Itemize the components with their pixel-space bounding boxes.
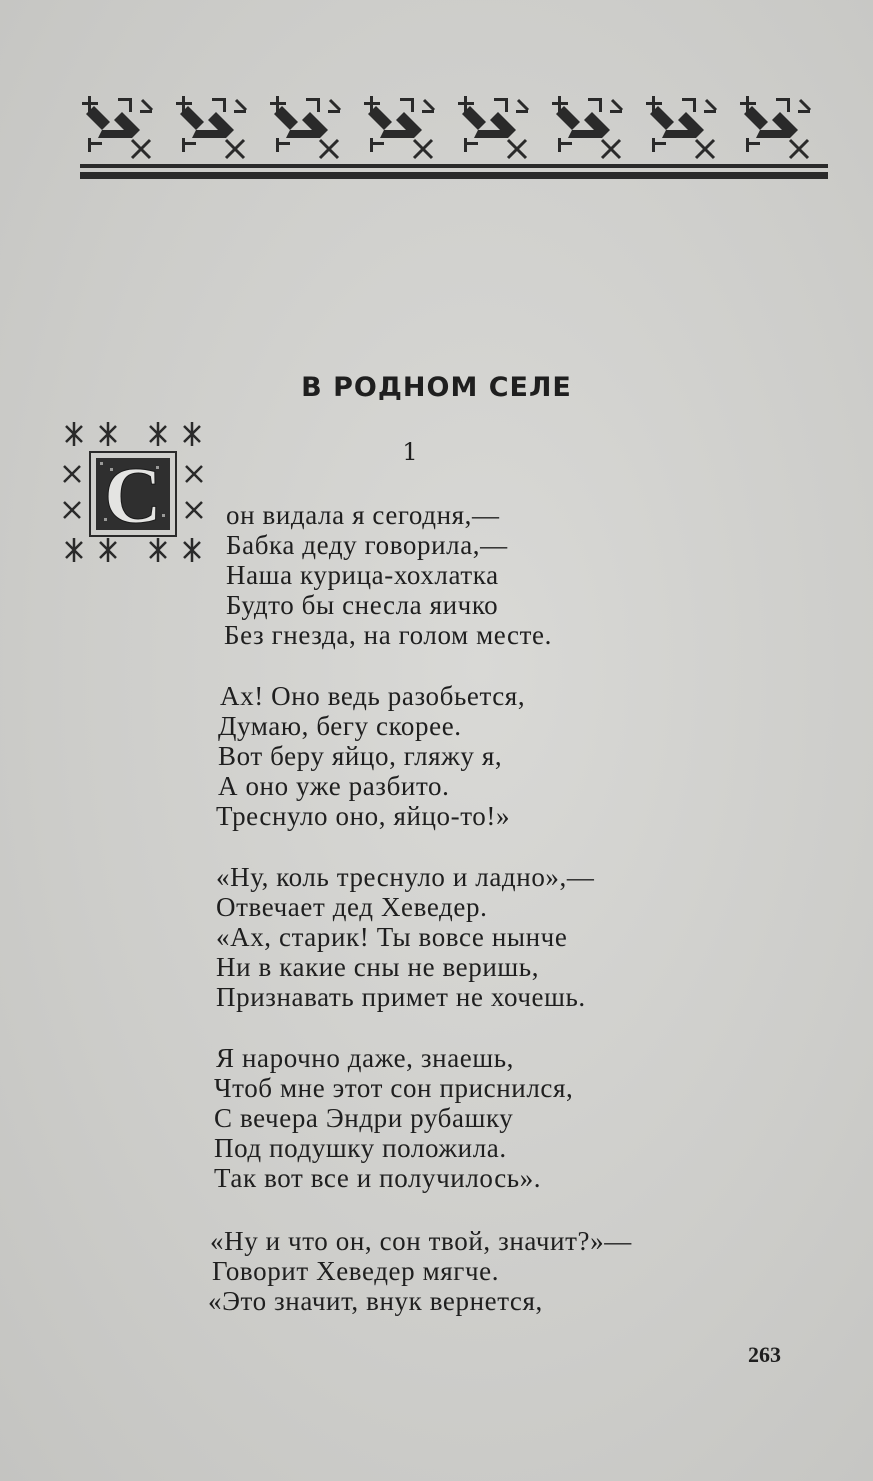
poem-line: Думаю, бегу скорее.	[218, 711, 462, 741]
poem-line: «Ах, старик! Ты вовсе нынче	[216, 922, 568, 952]
poem-line: Говорит Хеведер мягче.	[212, 1256, 500, 1286]
ornamental-border-header	[80, 88, 828, 188]
poem-line: «Ну и что он, сон твой, значит?»—	[210, 1226, 632, 1256]
poem-line: он видала я сегодня,—	[226, 500, 500, 530]
poem-line: Отвечает дед Хеведер.	[216, 892, 488, 922]
poem-line: Треснуло оно, яйцо-то!»	[216, 801, 511, 831]
poem-line: С вечера Эндри рубашку	[214, 1103, 514, 1133]
poem-line: Наша курица-хохлатка	[226, 560, 499, 590]
poem-line: Чтоб мне этот сон приснился,	[214, 1073, 574, 1103]
poem-line: Так вот все и получилось».	[214, 1163, 542, 1193]
drop-cap-initial	[58, 418, 208, 570]
section-number: 1	[402, 438, 418, 466]
drop-cap-letter: С	[104, 452, 162, 540]
poem-line: А оно уже разбито.	[218, 771, 450, 801]
poem-line: Признавать примет не хочешь.	[216, 982, 586, 1012]
poem-line: Ни в какие сны не веришь,	[216, 952, 540, 982]
poem-line: Под подушку положила.	[214, 1133, 507, 1163]
page-number: 263	[748, 1342, 781, 1367]
poem-line: Ах! Оно ведь разобьется,	[220, 681, 526, 711]
poem-line: Без гнезда, на голом месте.	[224, 620, 552, 650]
poem-title: В РОДНОМ СЕЛЕ	[301, 372, 572, 403]
poem-line: «Это значит, внук вернется,	[208, 1286, 543, 1316]
poem-line: Бабка деду говорила,—	[226, 530, 508, 560]
poem-line: Будто бы снесла яичко	[226, 590, 499, 620]
poem-line: Я нарочно даже, знаешь,	[216, 1043, 515, 1073]
poem-line: Вот беру яйцо, гляжу я,	[218, 741, 503, 771]
poem-line: «Ну, коль треснуло и ладно»,—	[216, 862, 595, 892]
